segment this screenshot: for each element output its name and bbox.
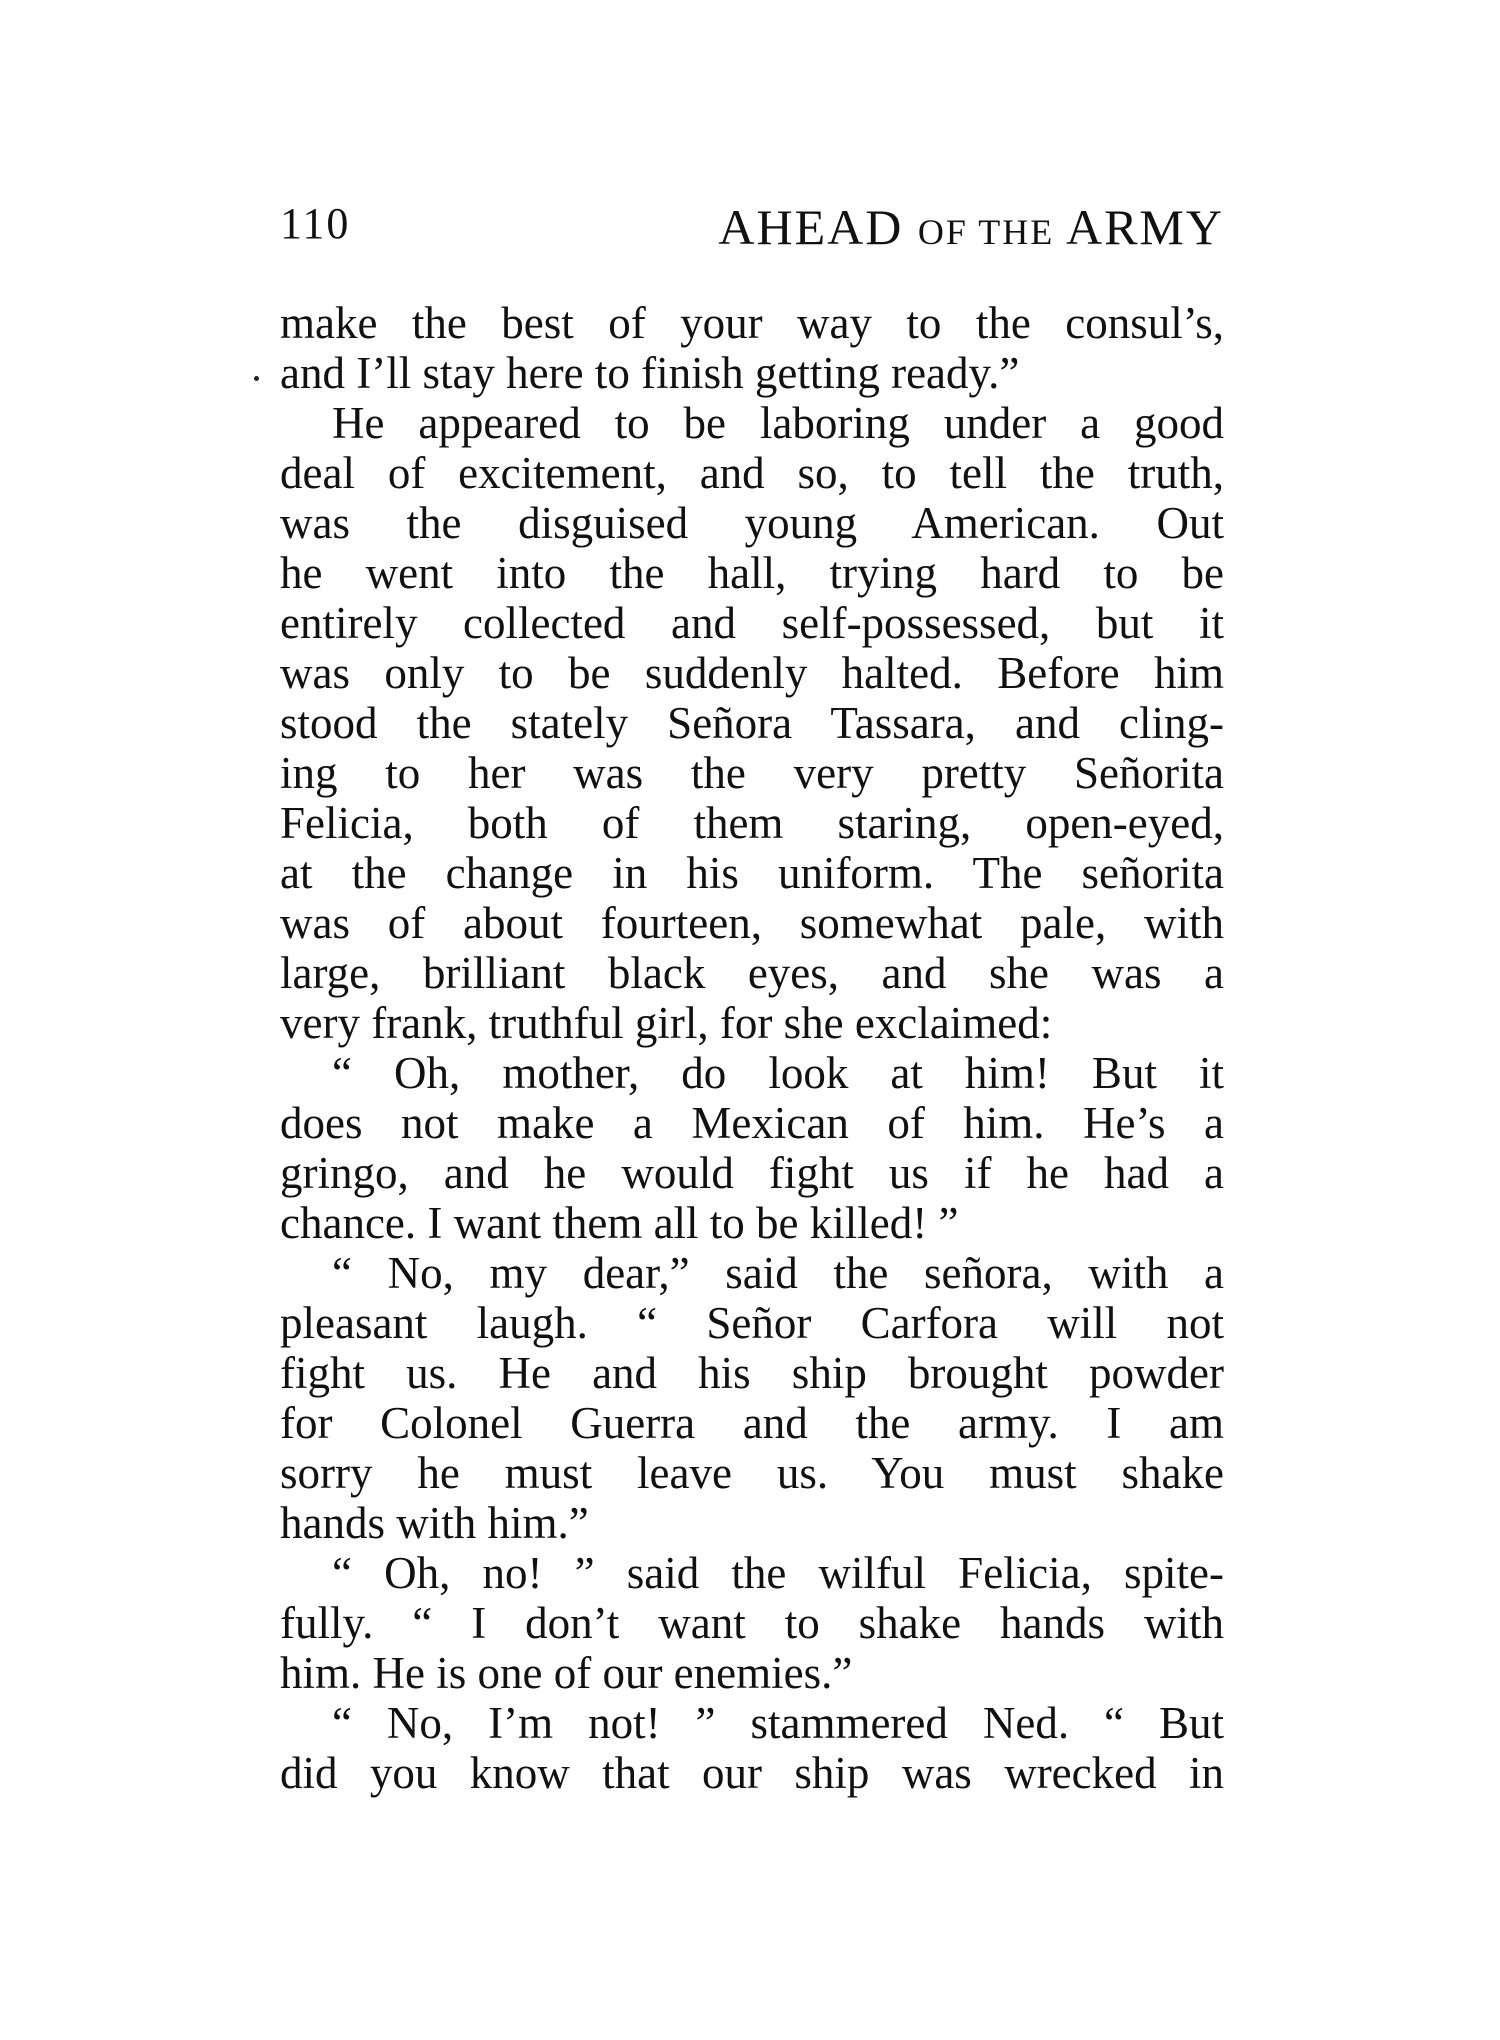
text-line: at the change in his uniform. The señorita (280, 848, 1224, 898)
text-line: hands with him.” (280, 1498, 589, 1548)
page-header (280, 198, 1224, 258)
text-line: did you know that our ship was wrecked in (280, 1748, 1224, 1798)
running-head (718, 198, 1224, 256)
page-number: 110 (280, 199, 351, 248)
text-line: “ Oh, no! ” said the wilful Felicia, spite- (332, 1548, 1224, 1598)
text-line: ing to her was the very pretty Señorita (280, 748, 1224, 798)
text-line: large, brilliant black eyes, and she was a (280, 948, 1224, 998)
stray-ink-dot (254, 376, 259, 381)
text-line: pleasant laugh. “ Señor Carfora will not (280, 1298, 1224, 1348)
text-line: stood the stately Señora Tassara, and cling- (280, 698, 1224, 748)
text-line: for Colonel Guerra and the army. I am (280, 1398, 1224, 1448)
text-line: was the disguised young American. Out (280, 498, 1224, 548)
text-line: entirely collected and self-possessed, but it (280, 598, 1224, 648)
text-line: fully. “ I don’t want to shake hands with (280, 1598, 1224, 1648)
text-line: was only to be suddenly halted. Before him (280, 648, 1224, 698)
running-head-word-1: AHEAD (718, 199, 904, 255)
body-text (280, 298, 1224, 1798)
text-line: sorry he must leave us. You must shake (280, 1448, 1224, 1498)
text-line: Felicia, both of them staring, open-eyed, (280, 798, 1224, 848)
text-line: he went into the hall, trying hard to be (280, 548, 1224, 598)
text-line: fight us. He and his ship brought powder (280, 1348, 1224, 1398)
text-line: He appeared to be laboring under a good (332, 398, 1224, 448)
running-head-word-2: OF THE (917, 212, 1055, 252)
text-line: and I’ll stay here to finish getting ready.” (280, 348, 1020, 398)
text-line: “ No, I’m not! ” stammered Ned. “ But (332, 1698, 1224, 1748)
text-line: does not make a Mexican of him. He’s a (280, 1098, 1224, 1148)
running-head-word-3: ARMY (1065, 199, 1224, 255)
text-line: make the best of your way to the consul’s, (280, 298, 1224, 348)
text-line: very frank, truthful girl, for she exclaimed: (280, 998, 1053, 1048)
text-line: chance. I want them all to be killed! ” (280, 1198, 959, 1248)
text-line: him. He is one of our enemies.” (280, 1648, 853, 1698)
text-line: was of about fourteen, somewhat pale, with (280, 898, 1224, 948)
text-line: gringo, and he would fight us if he had a (280, 1148, 1224, 1198)
text-line: “ Oh, mother, do look at him! But it (332, 1048, 1224, 1098)
text-line: “ No, my dear,” said the señora, with a (332, 1248, 1224, 1298)
text-line: deal of excitement, and so, to tell the truth, (280, 448, 1224, 498)
